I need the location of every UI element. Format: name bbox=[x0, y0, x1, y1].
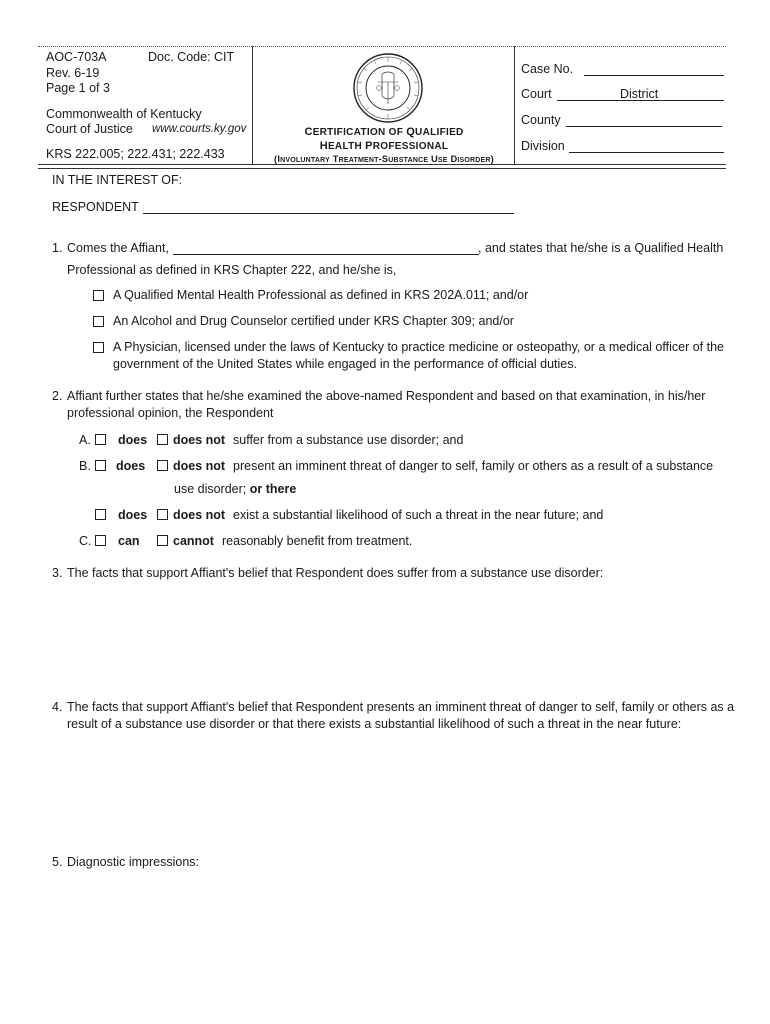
interest-of-label: IN THE INTEREST OF: bbox=[52, 173, 183, 187]
section-3-answer-area[interactable] bbox=[67, 586, 717, 692]
section-1-line-1b: , and states that he/she is a Qualified Health bbox=[478, 241, 724, 255]
b2-does-not-label: does not bbox=[173, 508, 226, 522]
title-line-2: HEALTH PROFESSIONAL bbox=[319, 139, 449, 152]
court-label: Court bbox=[521, 87, 552, 101]
top-dotted-rule bbox=[38, 46, 726, 47]
section-1-line-1a: Comes the Affiant, bbox=[67, 241, 169, 255]
b-does-not-label: does not bbox=[173, 459, 226, 473]
b2-does-not-checkbox[interactable] bbox=[157, 509, 168, 520]
c-can-label: can bbox=[118, 534, 140, 548]
title-line-1: CERTIFICATION OF QUALIFIED bbox=[304, 126, 464, 138]
revision: Rev. 6-19 bbox=[46, 66, 100, 80]
section-3-number: 3. bbox=[52, 566, 63, 580]
c-cannot-checkbox[interactable] bbox=[157, 535, 168, 546]
header-divider-right bbox=[514, 46, 515, 164]
a-does-checkbox[interactable] bbox=[95, 434, 106, 445]
case-no-label: Case No. bbox=[521, 62, 574, 76]
section-2-line-2: professional opinion, the Respondent bbox=[67, 406, 274, 420]
form-title bbox=[254, 126, 514, 166]
a-does-label: does bbox=[118, 433, 148, 447]
b-does-label: does bbox=[116, 459, 146, 473]
qmhp-label: A Qualified Mental Health Professional as defined in KRS 202A.011; and/or bbox=[113, 288, 529, 302]
c-cannot-label: cannot bbox=[173, 534, 214, 548]
c-text: reasonably benefit from treatment. bbox=[222, 534, 413, 548]
section-4-line-2: result of a substance use disorder or that there exists a substantial likelihood of such a threat in the near future: bbox=[67, 717, 682, 731]
adc-checkbox[interactable] bbox=[93, 316, 104, 327]
section-2-number: 2. bbox=[52, 389, 63, 403]
affiant-name-field[interactable] bbox=[173, 254, 479, 255]
c-can-checkbox[interactable] bbox=[95, 535, 106, 546]
website: www.courts.ky.gov bbox=[152, 123, 247, 135]
section-5-answer-area[interactable] bbox=[67, 876, 717, 1006]
section-4-line-1: The facts that support Affiant's belief that Respondent presents an imminent threat of danger to self, family or others as a bbox=[67, 700, 735, 714]
division-label: Division bbox=[521, 139, 565, 153]
qmhp-checkbox[interactable] bbox=[93, 290, 104, 301]
b2-does-checkbox[interactable] bbox=[95, 509, 106, 520]
case-no-field[interactable] bbox=[584, 75, 724, 76]
item-a-label: A. bbox=[79, 433, 91, 447]
section-2-line-1: Affiant further states that he/she examined the above-named Respondent and based on that examination, in his/her bbox=[67, 389, 706, 403]
b2-does-label: does bbox=[118, 508, 148, 522]
page-indicator: Page 1 of 3 bbox=[46, 81, 110, 95]
title-line-3: (Involuntary Treatment-Substance Use Disorder) bbox=[274, 154, 494, 164]
b-text: present an imminent threat of danger to self, family or others as a result of a substance bbox=[233, 459, 714, 473]
court-of-justice: Court of Justice bbox=[46, 122, 133, 136]
section-1-line-2: Professional as defined in KRS Chapter 222, and he/she is, bbox=[67, 263, 397, 277]
section-4-answer-area[interactable] bbox=[67, 740, 717, 845]
division-field[interactable] bbox=[569, 152, 724, 153]
doc-code: Doc. Code: CIT bbox=[148, 50, 235, 64]
section-4-number: 4. bbox=[52, 700, 63, 714]
respondent-field[interactable] bbox=[143, 213, 514, 214]
b-text-2: use disorder; or there bbox=[174, 482, 297, 496]
item-c-label: C. bbox=[79, 534, 92, 548]
a-does-not-label: does not bbox=[173, 433, 226, 447]
section-1-number: 1. bbox=[52, 241, 63, 255]
section-3-text: The facts that support Affiant's belief that Respondent does suffer from a substance use disorder: bbox=[67, 566, 604, 580]
county-label: County bbox=[521, 113, 561, 127]
form-number: AOC-703A bbox=[46, 50, 107, 64]
adc-label: An Alcohol and Drug Counselor certified under KRS Chapter 309; and/or bbox=[113, 314, 514, 328]
header-divider-left bbox=[252, 46, 253, 164]
section-5-number: 5. bbox=[52, 855, 63, 869]
county-field[interactable] bbox=[566, 126, 722, 127]
or-there: or there bbox=[249, 482, 297, 496]
b-does-checkbox[interactable] bbox=[95, 460, 106, 471]
header-bottom-rule-2 bbox=[38, 168, 726, 169]
section-5-text: Diagnostic impressions: bbox=[67, 855, 199, 869]
physician-checkbox[interactable] bbox=[93, 342, 104, 353]
court-seal-icon bbox=[352, 52, 424, 124]
respondent-label: RESPONDENT bbox=[52, 200, 139, 214]
krs-reference: KRS 222.005; 222.431; 222.433 bbox=[46, 147, 225, 161]
item-b-label: B. bbox=[79, 459, 91, 473]
physician-label-line-2: government of the United States while engaged in the performance of official duties. bbox=[113, 357, 577, 371]
court-value: District bbox=[620, 87, 659, 101]
a-does-not-checkbox[interactable] bbox=[157, 434, 168, 445]
b-does-not-checkbox[interactable] bbox=[157, 460, 168, 471]
state-name: Commonwealth of Kentucky bbox=[46, 107, 202, 121]
physician-label-line-1: A Physician, licensed under the laws of Kentucky to practice medicine or osteopathy, or a medical officer of the bbox=[113, 340, 724, 354]
b2-text: exist a substantial likelihood of such a threat in the near future; and bbox=[233, 508, 604, 522]
a-text: suffer from a substance use disorder; and bbox=[233, 433, 464, 447]
